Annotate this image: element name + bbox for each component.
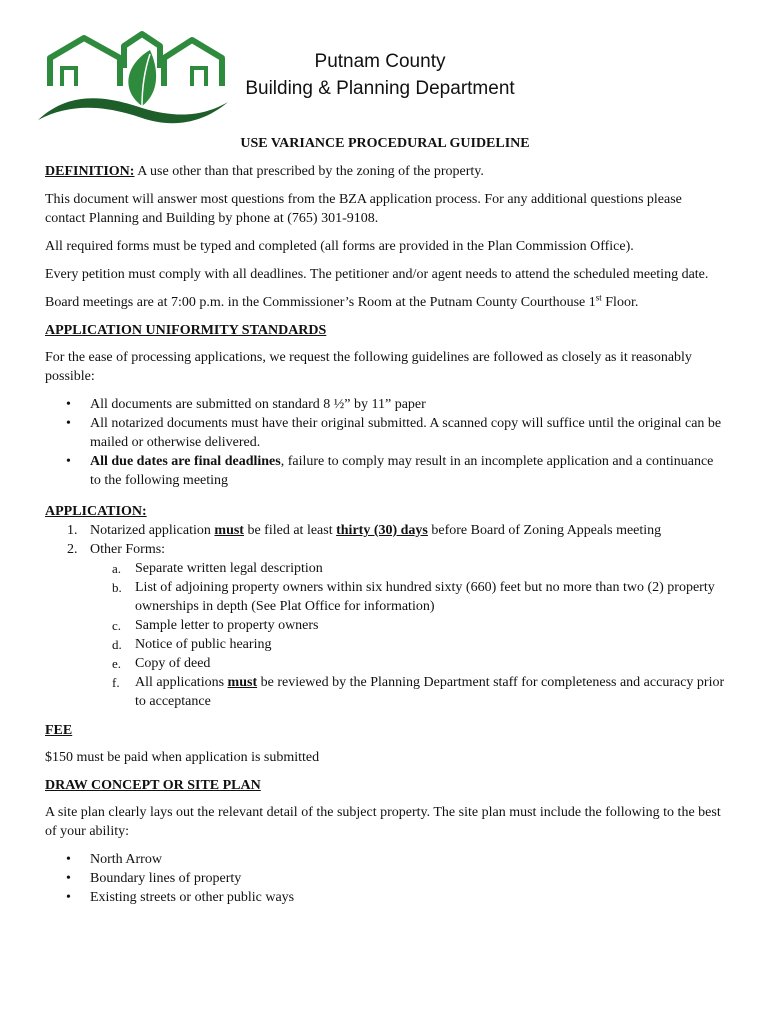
meeting-info-paragraph xyxy=(45,293,725,312)
sub-list-item xyxy=(45,616,725,635)
intro-paragraph-3: Every petition must comply with all deadlines. The petitioner and/or agent needs to attend the scheduled meeting date. xyxy=(45,267,709,282)
sub-marker: b. xyxy=(112,580,122,595)
meeting-info-floor: Floor. xyxy=(601,295,639,310)
department-name: Building & Planning Department xyxy=(245,78,515,99)
site-plan-list xyxy=(45,850,725,907)
uniformity-heading: APPLICATION UNIFORMITY STANDARDS xyxy=(45,323,327,338)
sub-list-item xyxy=(45,654,725,673)
item-text: Notarized application xyxy=(90,523,215,538)
list-item: • All documents are submitted on standard 8 ½” by 11” paper xyxy=(45,395,725,414)
meeting-info-text: Board meetings are at 7:00 p.m. in the Commissioner’s Room at the Putnam County Courthouse 1 xyxy=(45,295,596,310)
intro-paragraph-1: This document will answer most questions from the BZA application process. For any additional questions please contact Planning and Building by phone at (765) 301-9108. xyxy=(45,192,682,226)
list-item: • All notarized documents must have their original submitted. A scanned copy will suffice until the original can be mailed or otherwise delivered. xyxy=(45,414,725,452)
uniformity-list xyxy=(45,395,725,490)
list-item xyxy=(45,452,725,490)
sub-text: Separate written legal description xyxy=(135,561,323,576)
sub-marker: f. xyxy=(112,675,120,690)
sub-list-item xyxy=(45,635,725,654)
sub-marker: a. xyxy=(112,561,122,576)
item-text: Other Forms: xyxy=(90,542,166,557)
application-list xyxy=(45,521,725,711)
list-marker: 1. xyxy=(67,523,78,538)
sub-text: be reviewed by the Planning Department staff for completeness and accuracy prior to acceptance xyxy=(135,675,725,709)
application-heading: APPLICATION: xyxy=(45,504,147,519)
item-text: be filed at least xyxy=(243,523,337,538)
must-emphasis: must xyxy=(227,675,258,690)
sub-list-item xyxy=(45,673,725,711)
list-item: • Boundary lines of property xyxy=(45,869,725,888)
site-plan-text: A site plan clearly lays out the relevant detail of the subject property. The site plan must include the following to the best of your ability: xyxy=(45,805,721,839)
county-name: Putnam County xyxy=(314,51,446,72)
days-emphasis: thirty (30) days xyxy=(336,523,428,538)
other-forms-list xyxy=(90,559,725,711)
sub-marker: e. xyxy=(112,656,122,671)
sub-text: Copy of deed xyxy=(135,656,211,671)
fee-text: $150 must be paid when application is submitted xyxy=(45,750,320,765)
sub-text: Sample letter to property owners xyxy=(135,618,319,633)
sub-text: All applications xyxy=(135,675,228,690)
definition-paragraph xyxy=(45,162,725,181)
ordinal-suffix: st xyxy=(595,292,602,303)
sub-list-item xyxy=(45,578,725,616)
definition-text: A use other than that prescribed by the zoning of the property. xyxy=(134,164,484,179)
intro-paragraph-2: All required forms must be typed and completed (all forms are provided in the Plan Commission Office). xyxy=(45,239,634,254)
sub-marker: d. xyxy=(112,637,122,652)
deadline-emphasis: All due dates are final deadlines xyxy=(90,454,281,469)
department-header xyxy=(160,48,600,102)
site-plan-heading: DRAW CONCEPT OR SITE PLAN xyxy=(45,778,261,793)
list-item: • Existing streets or other public ways xyxy=(45,888,725,907)
deadline-text: , failure to comply may result in an incomplete application and a continuance to the following meeting xyxy=(90,454,714,488)
list-marker: 2. xyxy=(67,542,78,557)
sub-text: List of adjoining property owners within six hundred sixty (660) feet but no more than two (2) property ownerships in depth (See Plat Office for information) xyxy=(135,580,715,614)
sub-list-item xyxy=(45,559,725,578)
definition-label: DEFINITION: xyxy=(45,164,135,179)
list-item: • North Arrow xyxy=(45,850,725,869)
document-body xyxy=(45,134,725,919)
item-text: before Board of Zoning Appeals meeting xyxy=(427,523,662,538)
list-item xyxy=(45,521,725,540)
sub-marker: c. xyxy=(112,618,122,633)
fee-heading: FEE xyxy=(45,723,73,738)
document-title: USE VARIANCE PROCEDURAL GUIDELINE xyxy=(240,136,530,151)
must-emphasis: must xyxy=(214,523,244,538)
list-item xyxy=(45,540,725,711)
sub-text: Notice of public hearing xyxy=(135,637,272,652)
uniformity-text: For the ease of processing applications, we request the following guidelines are followed as closely as it reasonably possible: xyxy=(45,350,692,384)
